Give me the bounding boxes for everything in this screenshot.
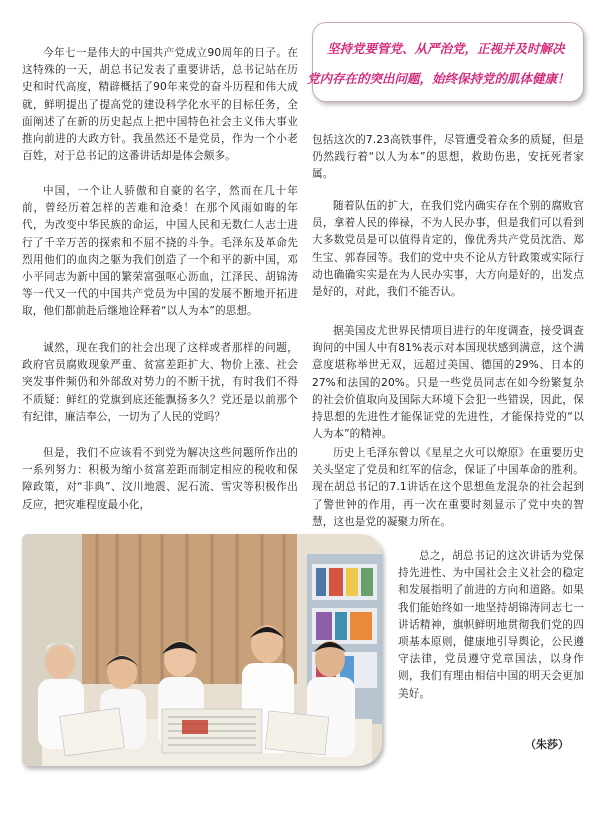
paragraph-2: 中国，一个让人骄傲和自豪的名字，然而在几十年前，曾经历着怎样的苦难和沧桑！在那个风雨如晦的年代，为改变中华民族的命运，中国人民和无数仁人志士进行了千辛万苦的探索和不屈不挠的斗争。毛泽东及革命先烈用他们的血肉之躯为我们创造了一个和平的新中国，邓小平同志为新中国的繁荣富强呕心沥血，江泽民、胡锦涛等一代又一代的中国共产党员为中国的发展不断地开拓进取，他们都前赴后继地诠释着“以人为本”的思想。 <box>22 185 298 318</box>
paragraph-1: 今年七一是伟大的中国共产党成立90周年的日子。在这特殊的一天，胡总书记发表了重要讲话，总书记站在历史和时代高度，精辟概括了90年来党的奋斗历程和伟大成就，鲜明提出了提高党的建设科学化水平的目标任务，全面阐述了在新的历史起点上把中国特色社会主义伟大事业推向前进的大政方针。我虽然还不是党员，作为一个小老百姓，对于总书记的这番讲话却是体会颇多。 <box>22 47 298 163</box>
paragraph-3: 诚然，现在我们的社会出现了这样或者那样的问题，政府官员腐败现象严重、贫富差距扩大、物价上涨、社会突发事件频仍和外部敌对势力的不断干扰，有时我们不得不质疑：鲜红的党旗到底还能飘扬多久？党还是以前那个有纪律，廉洁奉公，一切为了人民的党吗？ <box>22 342 298 423</box>
paragraph-4: 但是，我们不应该看不到党为解决这些问题所作出的一系列努力：积极为缩小贫富差距而制定相应的税收和保障政策，对“非典”、汶川地震、泥石流、雪灾等积极作出反应，把灾难程度最小化， <box>22 447 298 511</box>
photo-icon <box>22 534 382 766</box>
pull-quote-line-1: 坚持党要管党、从严治党，正视并及时解决 <box>327 41 565 56</box>
paragraph-6: 随着队伍的扩大，在我们党内确实存在个别的腐败官员，拿着人民的俸禄，不为人民办事，但是我们可以看到大多数党员是可以值得肯定的，像优秀共产党员沈浩、郑生宝、郭春园等。我们的党中央不论从方针政策或实际行动也确确实实是在为人民办实事，大方向是好的，出发点是好的，对此，我们不能否认。 <box>312 200 584 299</box>
group-photo <box>22 534 382 766</box>
pull-quote-line-2: 党内存在的突出问题，始终保持党的肌体健康！ <box>307 71 570 86</box>
paragraph-5: 包括这次的7.23高铁事件，尽管遭受着众多的质疑，但是仍然践行着“以人为本”的思想，救助伤患，安抚死者家属。 <box>312 134 584 181</box>
author-signature: （朱莎） <box>525 738 569 751</box>
paragraph-8: 历史上毛泽东曾以《星星之火可以燎原》在重要历史关头坚定了党员和红军的信念，保证了中国革命的胜利。现在胡总书记的7.1讲话在这个思想鱼龙混杂的社会起到了警世钟的作用，再一次在重要时刻显示了党中央的智慧，这也是党的凝聚力所在。 <box>312 447 584 528</box>
paragraph-9: 总之，胡总书记的这次讲话为党保持先进性、为中国社会主义社会的稳定和发展指明了前进的方向和道路。如果我们能始终如一地坚持胡锦涛同志七一讲话精神，旗帜鲜明地贯彻我们党的四项基本原则，健康地引导舆论，公民遵守法律，党员遵守党章国法，以身作则，我们有理由相信中国的明天会更加美好。 <box>398 550 584 700</box>
pull-quote-box <box>307 22 584 102</box>
paragraph-7: 据美国皮尤世界民情项目进行的年度调查，接受调查询问的中国人中有81%表示对本国现状感到满意，这个满意度堪称举世无双，远超过美国、德国的29%、日本的27%和法国的20%。只是一些党员同志在如今纷繁复杂的社会价值取向及国际大环境下会犯一些错误，因此，保持思想的先进性才能保证党的先进性，才能保持党的“以人为本”的精神。 <box>312 325 584 441</box>
